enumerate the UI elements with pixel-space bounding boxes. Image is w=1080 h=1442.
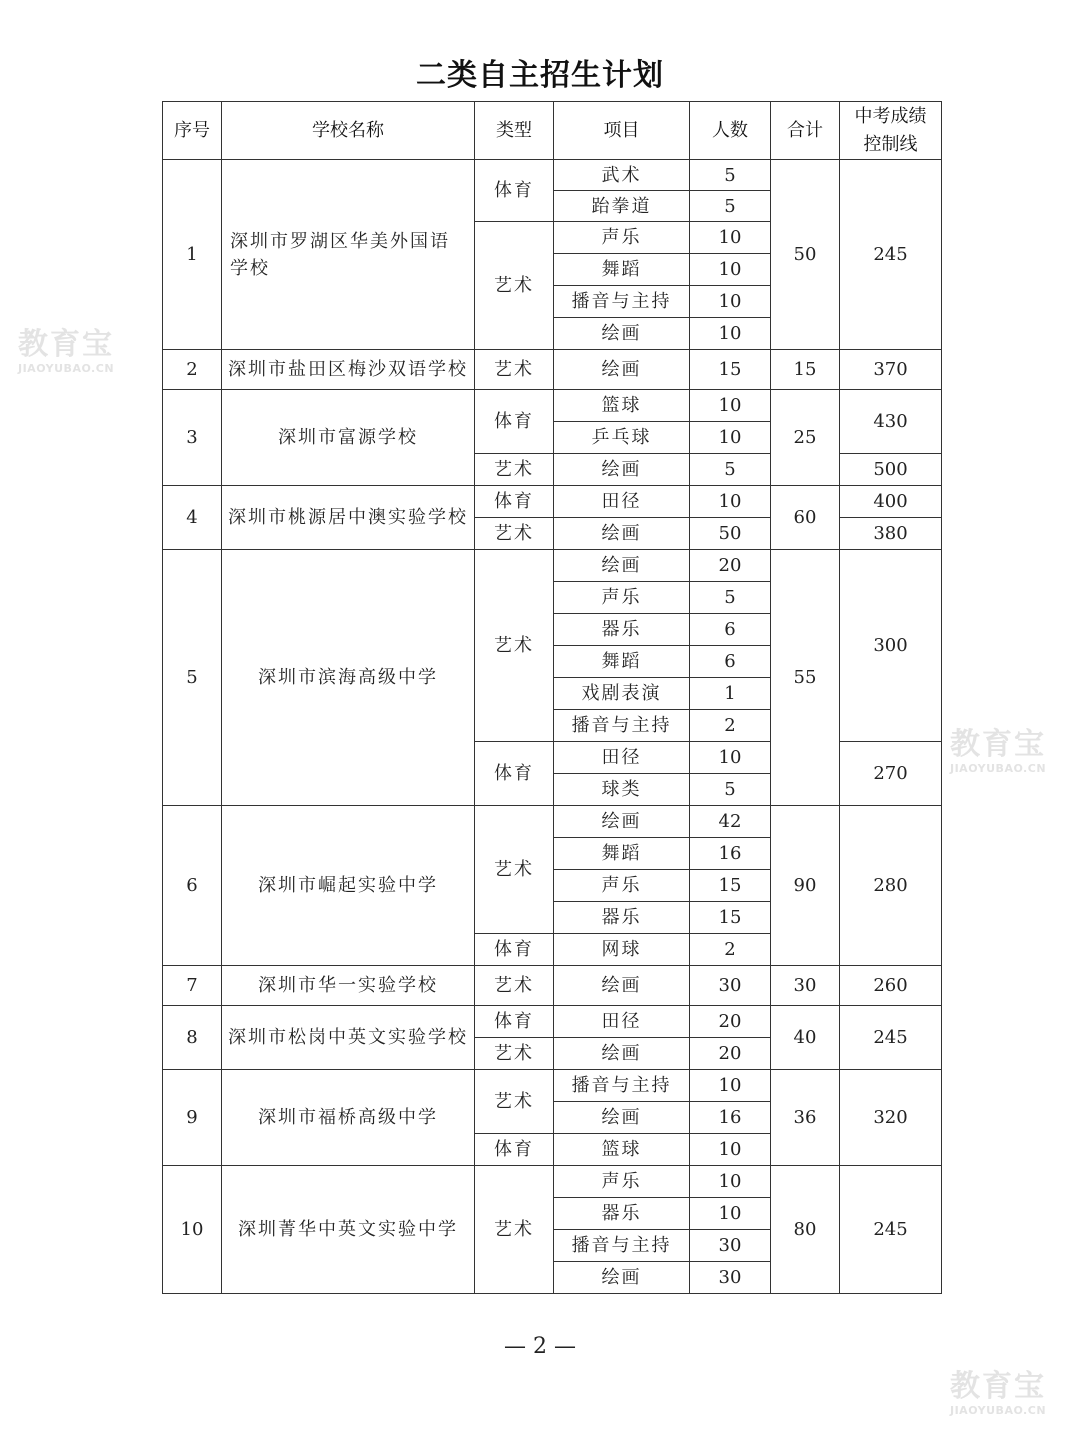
- item-cell: 绘画: [554, 1038, 690, 1070]
- watermark-logo: [18, 328, 114, 375]
- type-cell: 艺术: [475, 222, 554, 350]
- type-cell: 艺术: [475, 550, 554, 742]
- type-cell: 体育: [475, 934, 554, 966]
- item-cell: 绘画: [554, 1102, 690, 1134]
- table-row: [163, 390, 942, 422]
- score-cell: 500: [840, 454, 942, 486]
- header-school: 学校名称: [222, 102, 475, 160]
- item-cell: 播音与主持: [554, 710, 690, 742]
- type-cell: 艺术: [475, 806, 554, 934]
- score-cell: 280: [840, 806, 942, 966]
- item-cell: 声乐: [554, 1166, 690, 1198]
- enrollment-plan-table: [162, 101, 942, 1294]
- seq-cell: 5: [163, 550, 222, 806]
- count-cell: 1: [690, 678, 771, 710]
- count-cell: 5: [690, 160, 771, 191]
- item-cell: 舞蹈: [554, 838, 690, 870]
- count-cell: 20: [690, 550, 771, 582]
- type-cell: 体育: [475, 160, 554, 222]
- type-cell: 艺术: [475, 966, 554, 1006]
- count-cell: 15: [690, 902, 771, 934]
- watermark-en: JIAOYUBAO.CN: [950, 1404, 1047, 1417]
- item-cell: 篮球: [554, 1134, 690, 1166]
- total-cell: 90: [771, 806, 840, 966]
- type-cell: 体育: [475, 1006, 554, 1038]
- count-cell: 30: [690, 1262, 771, 1294]
- seq-cell: 10: [163, 1166, 222, 1294]
- seq-cell: 2: [163, 350, 222, 390]
- score-cell: 400: [840, 486, 942, 518]
- total-cell: 30: [771, 966, 840, 1006]
- count-cell: 5: [690, 454, 771, 486]
- seq-cell: 3: [163, 390, 222, 486]
- item-cell: 声乐: [554, 582, 690, 614]
- item-cell: 声乐: [554, 222, 690, 254]
- score-cell: 300: [840, 550, 942, 742]
- header-total: 合计: [771, 102, 840, 160]
- item-cell: 绘画: [554, 318, 690, 350]
- watermark-en: JIAOYUBAO.CN: [18, 362, 115, 375]
- score-cell: 320: [840, 1070, 942, 1166]
- page-title: 二类自主招生计划: [416, 58, 664, 93]
- school-name-cell: 深圳市盐田区梅沙双语学校: [222, 350, 475, 390]
- item-cell: 声乐: [554, 870, 690, 902]
- watermark-cn: 教育宝: [950, 727, 1046, 762]
- count-cell: 10: [690, 422, 771, 454]
- score-cell: 260: [840, 966, 942, 1006]
- item-cell: 绘画: [554, 518, 690, 550]
- count-cell: 10: [690, 286, 771, 318]
- count-cell: 10: [690, 1198, 771, 1230]
- school-name-cell: 深圳菁华中英文实验中学: [222, 1166, 475, 1294]
- watermark-cn: 教育宝: [950, 1369, 1046, 1404]
- count-cell: 16: [690, 1102, 771, 1134]
- school-name-cell: 深圳市松岗中英文实验学校: [222, 1006, 475, 1070]
- count-cell: 10: [690, 1070, 771, 1102]
- item-cell: 绘画: [554, 966, 690, 1006]
- seq-cell: 4: [163, 486, 222, 550]
- total-cell: 15: [771, 350, 840, 390]
- score-cell: 370: [840, 350, 942, 390]
- type-cell: 艺术: [475, 518, 554, 550]
- watermark-logo: [950, 728, 1046, 775]
- school-name-cell: 深圳市崛起实验中学: [222, 806, 475, 966]
- type-cell: 体育: [475, 486, 554, 518]
- header-score-line: [840, 102, 942, 160]
- item-cell: 器乐: [554, 1198, 690, 1230]
- count-cell: 10: [690, 390, 771, 422]
- type-cell: 艺术: [475, 350, 554, 390]
- item-cell: 播音与主持: [554, 286, 690, 318]
- score-cell: 270: [840, 742, 942, 806]
- item-cell: 田径: [554, 486, 690, 518]
- count-cell: 10: [690, 742, 771, 774]
- table-row: [163, 160, 942, 191]
- type-cell: 艺术: [475, 454, 554, 486]
- header-item: 项目: [554, 102, 690, 160]
- item-cell: 绘画: [554, 1262, 690, 1294]
- header-count: 人数: [690, 102, 771, 160]
- count-cell: 10: [690, 1166, 771, 1198]
- item-cell: 器乐: [554, 902, 690, 934]
- score-cell: 245: [840, 1166, 942, 1294]
- school-name-cell: 深圳市华一实验学校: [222, 966, 475, 1006]
- count-cell: 2: [690, 710, 771, 742]
- count-cell: 15: [690, 350, 771, 390]
- table-row: [163, 486, 942, 518]
- type-cell: 体育: [475, 390, 554, 454]
- item-cell: 乒乓球: [554, 422, 690, 454]
- score-cell: 245: [840, 160, 942, 350]
- watermark-cn: 教育宝: [18, 327, 114, 362]
- seq-cell: 6: [163, 806, 222, 966]
- item-cell: 跆拳道: [554, 191, 690, 222]
- item-cell: 绘画: [554, 550, 690, 582]
- table-row: [163, 1166, 942, 1198]
- count-cell: 10: [690, 222, 771, 254]
- seq-cell: 7: [163, 966, 222, 1006]
- table-row: [163, 966, 942, 1006]
- item-cell: 田径: [554, 1006, 690, 1038]
- count-cell: 16: [690, 838, 771, 870]
- school-name-cell: 深圳市福桥高级中学: [222, 1070, 475, 1166]
- total-cell: 60: [771, 486, 840, 550]
- item-cell: 武术: [554, 160, 690, 191]
- type-cell: 艺术: [475, 1070, 554, 1134]
- item-cell: 绘画: [554, 350, 690, 390]
- total-cell: 80: [771, 1166, 840, 1294]
- watermark-en: JIAOYUBAO.CN: [950, 762, 1047, 775]
- item-cell: 播音与主持: [554, 1230, 690, 1262]
- total-cell: 55: [771, 550, 840, 806]
- count-cell: 30: [690, 966, 771, 1006]
- school-name-cell: 深圳市富源学校: [222, 390, 475, 486]
- count-cell: 15: [690, 870, 771, 902]
- item-cell: 田径: [554, 742, 690, 774]
- header-seq: 序号: [163, 102, 222, 160]
- type-cell: 艺术: [475, 1038, 554, 1070]
- score-cell: 245: [840, 1006, 942, 1070]
- type-cell: 体育: [475, 1134, 554, 1166]
- total-cell: 25: [771, 390, 840, 486]
- watermark-logo: [950, 1370, 1046, 1417]
- header-score-line-2: 控制线: [863, 133, 918, 155]
- table-row: [163, 806, 942, 838]
- school-name-cell: 深圳市桃源居中澳实验学校: [222, 486, 475, 550]
- item-cell: 篮球: [554, 390, 690, 422]
- item-cell: 球类: [554, 774, 690, 806]
- count-cell: 10: [690, 1134, 771, 1166]
- header-type: 类型: [475, 102, 554, 160]
- count-cell: 5: [690, 774, 771, 806]
- total-cell: 40: [771, 1006, 840, 1070]
- item-cell: 舞蹈: [554, 646, 690, 678]
- item-cell: 器乐: [554, 614, 690, 646]
- seq-cell: 9: [163, 1070, 222, 1166]
- count-cell: 10: [690, 486, 771, 518]
- school-name-cell: 深圳市滨海高级中学: [222, 550, 475, 806]
- count-cell: 10: [690, 318, 771, 350]
- item-cell: 网球: [554, 934, 690, 966]
- score-cell: 380: [840, 518, 942, 550]
- total-cell: 50: [771, 160, 840, 350]
- item-cell: 播音与主持: [554, 1070, 690, 1102]
- count-cell: 20: [690, 1038, 771, 1070]
- count-cell: 6: [690, 614, 771, 646]
- table-row: [163, 1070, 942, 1102]
- count-cell: 6: [690, 646, 771, 678]
- table-row: [163, 550, 942, 582]
- count-cell: 2: [690, 934, 771, 966]
- score-cell: 430: [840, 390, 942, 454]
- seq-cell: 1: [163, 160, 222, 350]
- table-row: [163, 1006, 942, 1038]
- table-row: [163, 350, 942, 390]
- count-cell: 10: [690, 254, 771, 286]
- total-cell: 36: [771, 1070, 840, 1166]
- item-cell: 绘画: [554, 806, 690, 838]
- count-cell: 50: [690, 518, 771, 550]
- item-cell: 绘画: [554, 454, 690, 486]
- page-number: — 2 —: [504, 1334, 576, 1359]
- count-cell: 42: [690, 806, 771, 838]
- header-score-line-1: 中考成绩: [854, 105, 927, 127]
- item-cell: 舞蹈: [554, 254, 690, 286]
- count-cell: 20: [690, 1006, 771, 1038]
- seq-cell: 8: [163, 1006, 222, 1070]
- count-cell: 5: [690, 582, 771, 614]
- count-cell: 30: [690, 1230, 771, 1262]
- school-name-cell: 深圳市罗湖区华美外国语学校: [222, 160, 475, 350]
- item-cell: 戏剧表演: [554, 678, 690, 710]
- count-cell: 5: [690, 191, 771, 222]
- type-cell: 艺术: [475, 1166, 554, 1294]
- type-cell: 体育: [475, 742, 554, 806]
- table-header-row: [163, 102, 942, 160]
